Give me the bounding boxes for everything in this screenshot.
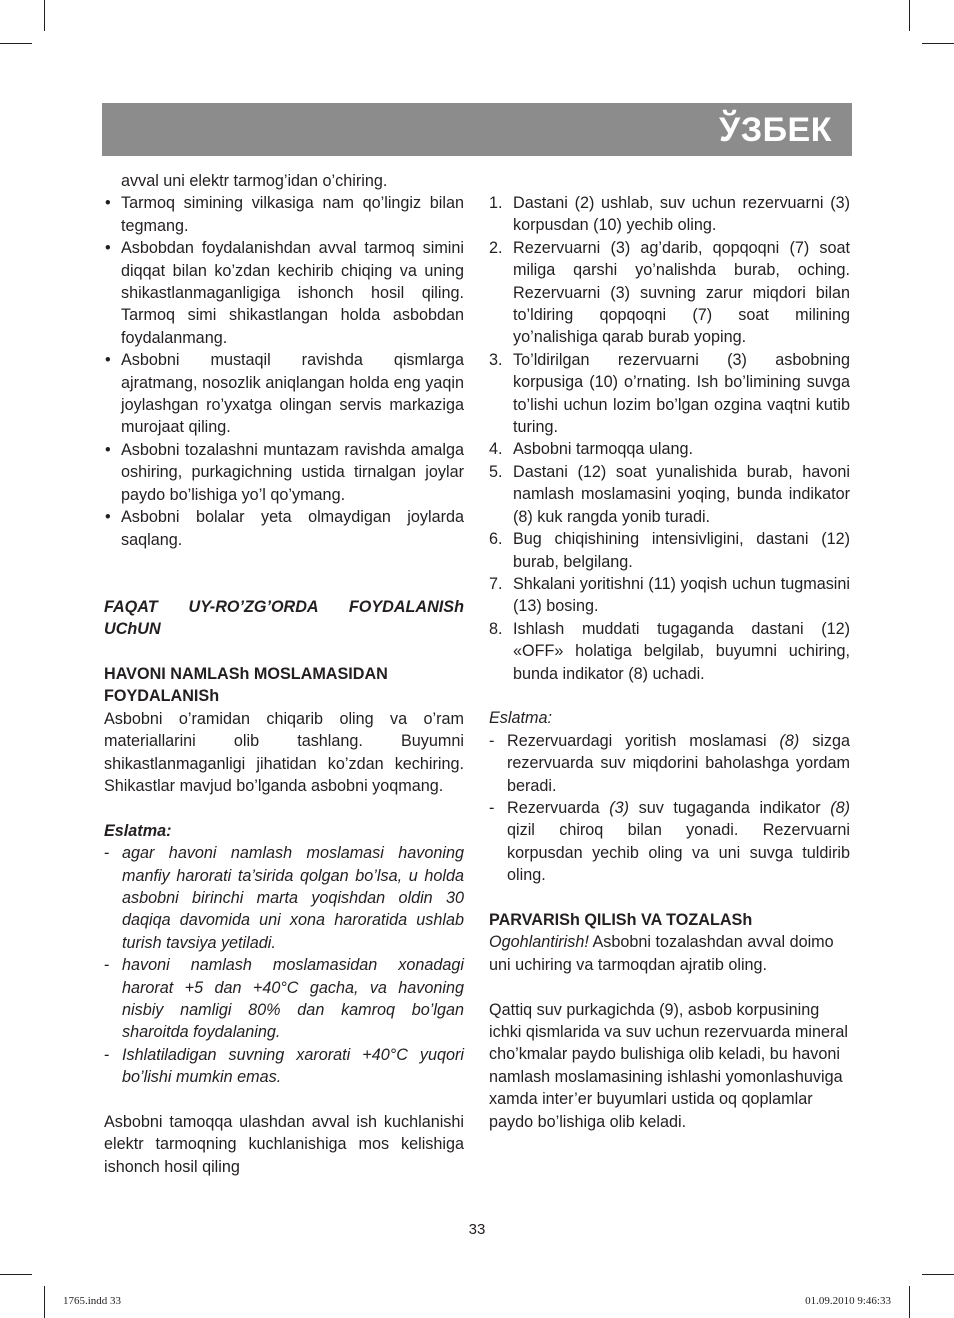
note-item <box>489 730 850 797</box>
crop-mark <box>922 1274 954 1275</box>
bullet-mark: • <box>105 194 111 213</box>
safety-bullet-text: Asbobni mustaqil ravishda qismlarga ajratmang, nosozlik aniqlangan holda eng yaqin joylashgan ro’yxatga olingan servis markaziga murojaat qiling. <box>121 351 464 437</box>
step-number: 6. <box>489 530 503 549</box>
instruction-step <box>489 461 850 528</box>
dash-mark: - <box>489 731 495 750</box>
language-title: ЎЗБЕК <box>719 111 832 149</box>
dash-mark: - <box>104 956 110 975</box>
instruction-step <box>489 618 850 685</box>
step-number: 5. <box>489 462 503 481</box>
crop-mark <box>922 43 954 44</box>
crop-mark <box>909 0 910 31</box>
left-column <box>104 170 464 1178</box>
dash-mark: - <box>489 798 495 817</box>
safety-bullet-text: Tarmoq simining vilkasiga nam qo’lingiz bilan tegmang. <box>121 194 464 235</box>
file-slug: 1765.indd 33 <box>63 1295 122 1307</box>
hard-water-text: Qattiq suv purkagichda (9), asbob korpusining ichki qismlarida va suv uchun rezervuarda mineral cho’kmalar paydo bulishiga olib keladi, bu havoni namlash moslamasining ishlashi yomonlashuviga xamda inter’er buyumlari ustida oq qoplamlar paydo bo’lishiga olib keladi. <box>489 1000 848 1131</box>
crop-mark <box>44 1286 45 1318</box>
note-ref: (8) <box>830 798 850 817</box>
bullet-mark: • <box>105 351 111 370</box>
step-text: Rezervuarni (3) ag’darib, qopqoqni (7) soat miliga qarshi yo’nalishda burab, oching. Rezervuarni (3) suvning zarur miqdori bilan to’ldiring qopqoqni (7) soat milining yo’nalishiga qarab burab yoping. <box>513 238 850 347</box>
safety-bullet <box>104 439 464 506</box>
right-column <box>489 192 850 1133</box>
warning-text: Asbobni tozalashdan avval doimo uni uchiring va tarmoqdan ajratib oling. <box>489 933 834 974</box>
instruction-step <box>489 237 850 349</box>
step-text: Dastani (2) ushlab, suv uchun rezervuarni (3) korpusdan (10) yechib oling. <box>513 194 850 235</box>
instruction-step <box>489 192 850 237</box>
note-text-e: qizil chiroq bilan yonadi. Rezervuarni korpusdan yechib oling va uni suvga tuldirib oling. <box>507 821 850 885</box>
step-number: 7. <box>489 574 503 593</box>
step-text: Asbobni tarmoqqa ulang. <box>513 440 693 459</box>
continued-bullet-text: avval uni elektr tarmog’idan o’chiring. <box>121 172 388 190</box>
note-item-text: Ishlatiladigan suvning xarorati +40°C yuqori bo’lishi mumkin emas. <box>122 1045 464 1087</box>
dash-mark: - <box>104 1045 110 1064</box>
note-item <box>104 954 464 1044</box>
note-item <box>104 842 464 954</box>
warning-label: Ogohlantirish! <box>489 933 589 952</box>
date-slug: 01.09.2010 9:46:33 <box>805 1295 891 1307</box>
usage-text: Asbobni o’ramidan chiqarib oling va o’ram materiallarini olib tashlang. Buyumni shikastlanmaganligi jihatidan ko’zdan kechiring. Shikastlar mavjud bo’lganda asbobni yoqmang. <box>104 709 464 795</box>
note-text-c: suv tugaganda indikator <box>629 798 831 817</box>
crop-mark <box>44 0 45 31</box>
bullet-mark: • <box>105 440 111 459</box>
crop-mark <box>0 43 32 44</box>
note-ref: (8) <box>779 731 800 750</box>
language-header-bar <box>102 103 852 156</box>
usage-heading: HAVONI NAMLASh MOSLAMASIDAN FOYDALANISh <box>104 664 388 706</box>
step-text: Bug chiqishining intensivligini, dastani (12) burab, belgilang. <box>513 530 850 571</box>
safety-bullet-text: Asbobdan foydalanishdan avval tarmoq simini diqqat bilan ko’zdan kechirib chiqing va uning shikastlanmaganligiga ishonch hosil qiling. Tarmoq simi shikastlangan holda asbobdan foydalanmang. <box>121 239 464 347</box>
safety-bullet <box>104 237 464 349</box>
step-text: To’ldirilgan rezervuarni (3) asbobning korpusiga (10) o’rnating. Ish bo’limining suvga to’lishi uchun lozim bo’lgan ozgina vaqtni kutib turing. <box>513 350 850 437</box>
note-ref: (3) <box>609 798 630 817</box>
step-text: Dastani (12) soat yunalishida burab, havoni namlash moslamasini yoqing, bunda indikator (8) kuk rangda yonib turadi. <box>513 462 850 526</box>
instruction-step <box>489 528 850 573</box>
step-number: 3. <box>489 350 503 369</box>
warning-paragraph <box>489 931 850 976</box>
safety-bullet <box>104 192 464 237</box>
note-item-text: agar havoni namlash moslamasi havoning manfiy harorati ta’sirida qolgan bo’lsa, u holda asbobni birinchi marta yoqishdan oldin 30 daqiqa davomida uni xona haroratida ushlab turish tavsiya yetiladi. <box>122 844 464 952</box>
bullet-mark: • <box>105 239 111 258</box>
page-number: 33 <box>468 1221 486 1238</box>
safety-bullet <box>104 349 464 439</box>
instruction-step <box>489 438 850 460</box>
safety-bullet-text: Asbobni tozalashni muntazam ravishda amalga oshiring, purkagichning ustida tirnalgan joylar paydo bo’lishiga yo’l qo’ymang. <box>121 440 464 504</box>
step-number: 4. <box>489 440 503 459</box>
step-text: Shkalani yoritishni (11) yoqish uchun tugmasini (13) bosing. <box>513 574 850 616</box>
note-text-c: sizga rezervuarda suv miqdorini baholashga yordam beradi. <box>507 731 850 795</box>
note-heading: Eslatma: <box>104 821 172 840</box>
note-item <box>489 797 850 887</box>
crop-mark <box>909 1286 910 1318</box>
step-number: 2. <box>489 238 503 257</box>
household-use-heading: FAQAT UY-RO’ZG’ORDA FOYDALANISh UChUN <box>104 597 464 639</box>
safety-bullet-text: Asbobni bolalar yeta olmaydigan joylarda saqlang. <box>121 508 464 549</box>
note-text-a: Rezervuardagi yoritish moslamasi <box>507 731 780 750</box>
instruction-step <box>489 349 850 439</box>
note-heading: Eslatma: <box>489 709 552 728</box>
note-text-a: Rezervuarda <box>507 798 610 817</box>
step-number: 1. <box>489 194 503 212</box>
care-heading: PARVARISh QILISh VA TOZALASh <box>489 910 753 929</box>
safety-bullet <box>104 506 464 551</box>
step-text: Ishlash muddati tugaganda dastani (12) «OFF» holatiga belgilab, buyumni uchiring, bunda indikator (8) uchadi. <box>513 619 850 683</box>
bullet-mark: • <box>105 508 111 527</box>
dash-mark: - <box>104 844 110 863</box>
voltage-check-text: Asbobni tamoqqa ulashdan avval ish kuchlanishi elektr tarmoqning kuchlanishiga mos kelishiga ishonch hosil qiling <box>104 1112 464 1176</box>
note-item <box>104 1044 464 1089</box>
step-number: 8. <box>489 619 503 638</box>
crop-mark <box>0 1274 32 1275</box>
instruction-step <box>489 573 850 618</box>
note-item-text: havoni namlash moslamasidan xonadagi harorat +5 dan +40°C gacha, va havoning nisbiy namligi 80% dan kamroq bo’lgan sharoitda foydalaning. <box>122 956 464 1042</box>
